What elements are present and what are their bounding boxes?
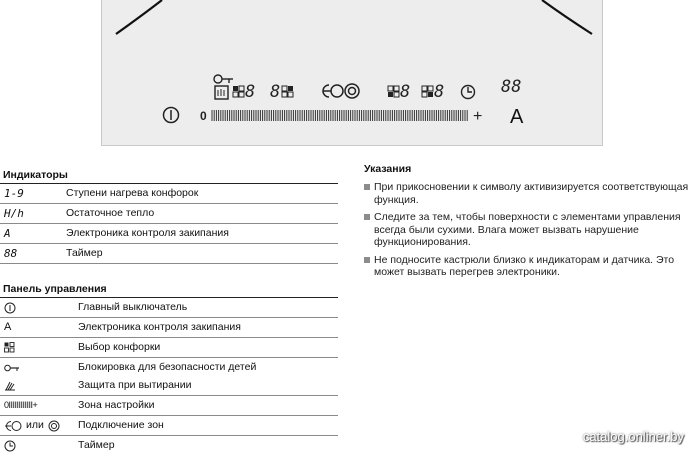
burner-select-icon-1 bbox=[233, 86, 244, 97]
boil-control-symbol: A bbox=[4, 321, 12, 333]
indicator-row bbox=[0, 184, 338, 204]
timer-clock-icon bbox=[462, 86, 475, 99]
power-level-digit-3: 8 bbox=[400, 82, 411, 102]
control-panel-title: Панель управления bbox=[0, 283, 338, 298]
timer-display-symbol: 88 bbox=[4, 247, 18, 260]
indicator-label: Таймер bbox=[66, 247, 103, 259]
note-text: При прикосновении к символу активизируется соответствующая функция. bbox=[374, 181, 689, 206]
timer-display: 88 bbox=[501, 77, 522, 97]
control-row bbox=[0, 338, 338, 358]
control-row bbox=[0, 436, 338, 455]
key-icon bbox=[4, 358, 20, 377]
control-panel-illustration bbox=[101, 0, 603, 146]
control-panel-section bbox=[0, 283, 338, 455]
power-level-digit-1: 8 bbox=[245, 82, 256, 102]
wipe-protection-icon bbox=[4, 376, 17, 395]
control-row bbox=[0, 298, 338, 318]
indicators-section bbox=[0, 169, 338, 264]
indicator-label: Электроника контроля закипания bbox=[66, 227, 229, 239]
burner-select-icon-3 bbox=[388, 86, 399, 97]
setting-zone-symbol: 0IIIIIIIIIIII+ bbox=[4, 400, 38, 410]
right-corner-curve bbox=[542, 0, 592, 34]
note-text: Следите за тем, чтобы поверхности с элементами управления всегда были сухими. Влага может вызвать нарушение функционирования. bbox=[374, 211, 681, 248]
power-levels-symbol: 1-9 bbox=[4, 187, 24, 200]
control-row bbox=[0, 358, 338, 396]
zone-connect-icons bbox=[4, 416, 60, 435]
setting-zone-plus: + bbox=[473, 108, 483, 125]
control-label: Главный выключатель bbox=[78, 301, 188, 313]
notes-section bbox=[364, 163, 700, 284]
left-corner-curve bbox=[116, 0, 162, 34]
control-label: Защита при вытирании bbox=[78, 379, 192, 391]
notes-title: Указания bbox=[364, 163, 412, 175]
indicators-title: Индикаторы bbox=[0, 169, 338, 184]
indicator-label: Остаточное тепло bbox=[66, 207, 155, 219]
control-row bbox=[0, 318, 338, 338]
indicator-label: Ступени нагрева конфорок bbox=[66, 187, 199, 199]
power-level-digit-2: 8 bbox=[270, 82, 281, 102]
control-label: Подключение зон bbox=[78, 419, 164, 431]
residual-heat-symbol: H/h bbox=[4, 207, 24, 220]
bullet-icon bbox=[364, 257, 370, 263]
note-item bbox=[364, 254, 700, 279]
indicator-row bbox=[0, 244, 338, 264]
note-item bbox=[364, 211, 700, 249]
clock-icon bbox=[4, 436, 16, 455]
boil-control-symbol: A bbox=[4, 227, 11, 240]
power-level-digit-4: 8 bbox=[434, 82, 445, 102]
bullet-icon bbox=[364, 184, 370, 190]
control-label: Блокировка для безопасности детей bbox=[78, 361, 257, 373]
setting-zone-slider[interactable] bbox=[212, 110, 467, 121]
child-lock-indicator-icon bbox=[214, 75, 233, 99]
control-label: Выбор конфорки bbox=[78, 341, 161, 353]
bullet-icon bbox=[364, 214, 370, 220]
setting-zone-start: 0 bbox=[200, 109, 207, 123]
note-text: Не подносите кастрюли близко к индикаторам и датчика. Это может вызвать перегрев электроники. bbox=[374, 253, 675, 278]
burner-select-icon bbox=[4, 338, 15, 357]
control-label: Зона настройки bbox=[78, 399, 155, 411]
boil-control-letter: A bbox=[510, 106, 524, 128]
indicator-row bbox=[0, 204, 338, 224]
indicator-row bbox=[0, 224, 338, 244]
or-text: или bbox=[26, 419, 44, 431]
zone-connect-icon bbox=[323, 84, 359, 98]
note-item bbox=[364, 181, 700, 206]
control-label: Таймер bbox=[78, 439, 115, 451]
control-row bbox=[0, 396, 338, 416]
main-switch-icon bbox=[164, 108, 179, 123]
control-row bbox=[0, 416, 338, 436]
burner-select-icon-2 bbox=[282, 86, 293, 97]
watermark: catalog.onliner.by bbox=[582, 429, 684, 444]
control-label: Электроника контроля закипания bbox=[78, 321, 241, 333]
power-icon bbox=[4, 298, 16, 317]
burner-select-icon-4 bbox=[422, 86, 433, 97]
